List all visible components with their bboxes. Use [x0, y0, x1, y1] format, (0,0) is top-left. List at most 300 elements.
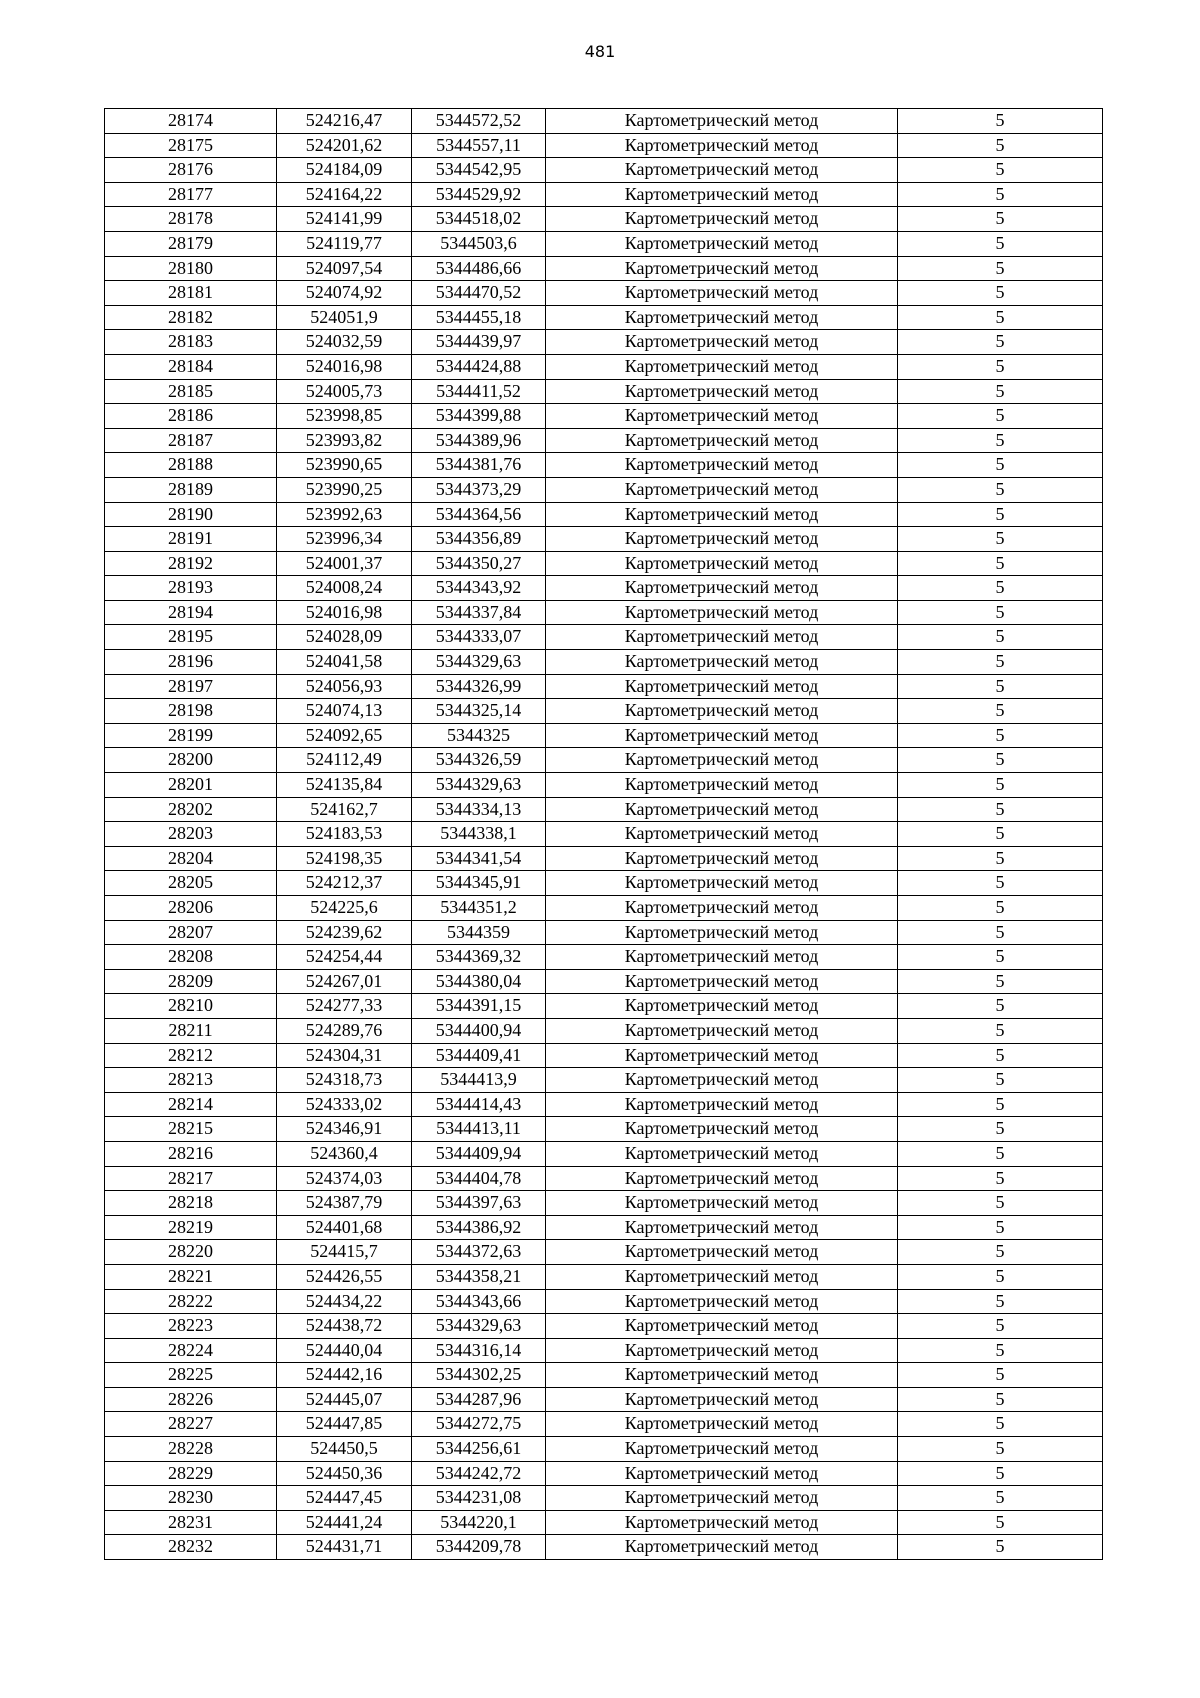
method-cell: Картометрический метод [546, 1068, 898, 1093]
method-cell: Картометрический метод [546, 1018, 898, 1043]
accuracy-cell: 5 [898, 773, 1103, 798]
x-coordinate-cell: 524016,98 [277, 600, 412, 625]
point-number-cell: 28225 [105, 1363, 277, 1388]
point-number-cell: 28219 [105, 1215, 277, 1240]
accuracy-cell: 5 [898, 1117, 1103, 1142]
y-coordinate-cell: 5344326,99 [412, 674, 546, 699]
y-coordinate-cell: 5344380,04 [412, 969, 546, 994]
method-cell: Картометрический метод [546, 1437, 898, 1462]
method-cell: Картометрический метод [546, 182, 898, 207]
point-number-cell: 28228 [105, 1437, 277, 1462]
point-number-cell: 28212 [105, 1043, 277, 1068]
method-cell: Картометрический метод [546, 797, 898, 822]
method-cell: Картометрический метод [546, 625, 898, 650]
y-coordinate-cell: 5344350,27 [412, 551, 546, 576]
method-cell: Картометрический метод [546, 1092, 898, 1117]
accuracy-cell: 5 [898, 1363, 1103, 1388]
method-cell: Картометрический метод [546, 846, 898, 871]
x-coordinate-cell: 524201,62 [277, 133, 412, 158]
x-coordinate-cell: 524041,58 [277, 650, 412, 675]
y-coordinate-cell: 5344386,92 [412, 1215, 546, 1240]
table-row [105, 428, 1103, 453]
y-coordinate-cell: 5344399,88 [412, 404, 546, 429]
x-coordinate-cell: 524198,35 [277, 846, 412, 871]
page-number: 481 [584, 42, 616, 61]
point-number-cell: 28227 [105, 1412, 277, 1437]
x-coordinate-cell: 524415,7 [277, 1240, 412, 1265]
x-coordinate-cell: 524162,7 [277, 797, 412, 822]
x-coordinate-cell: 524225,6 [277, 896, 412, 921]
point-number-cell: 28223 [105, 1314, 277, 1339]
method-cell: Картометрический метод [546, 699, 898, 724]
point-number-cell: 28200 [105, 748, 277, 773]
x-coordinate-cell: 524051,9 [277, 305, 412, 330]
y-coordinate-cell: 5344486,66 [412, 256, 546, 281]
x-coordinate-cell: 524333,02 [277, 1092, 412, 1117]
accuracy-cell: 5 [898, 1412, 1103, 1437]
y-coordinate-cell: 5344455,18 [412, 305, 546, 330]
accuracy-cell: 5 [898, 551, 1103, 576]
y-coordinate-cell: 5344326,59 [412, 748, 546, 773]
x-coordinate-cell: 524447,85 [277, 1412, 412, 1437]
accuracy-cell: 5 [898, 1018, 1103, 1043]
accuracy-cell: 5 [898, 797, 1103, 822]
method-cell: Картометрический метод [546, 994, 898, 1019]
x-coordinate-cell: 524183,53 [277, 822, 412, 847]
accuracy-cell: 5 [898, 1068, 1103, 1093]
table-row [105, 773, 1103, 798]
accuracy-cell: 5 [898, 133, 1103, 158]
method-cell: Картометрический метод [546, 1387, 898, 1412]
point-number-cell: 28220 [105, 1240, 277, 1265]
table-row [105, 1535, 1103, 1560]
accuracy-cell: 5 [898, 945, 1103, 970]
y-coordinate-cell: 5344389,96 [412, 428, 546, 453]
accuracy-cell: 5 [898, 723, 1103, 748]
point-number-cell: 28176 [105, 158, 277, 183]
accuracy-cell: 5 [898, 969, 1103, 994]
y-coordinate-cell: 5344439,97 [412, 330, 546, 355]
table-row [105, 1486, 1103, 1511]
table-row [105, 477, 1103, 502]
accuracy-cell: 5 [898, 748, 1103, 773]
table-row [105, 1437, 1103, 1462]
x-coordinate-cell: 524387,79 [277, 1191, 412, 1216]
accuracy-cell: 5 [898, 207, 1103, 232]
table-row [105, 1240, 1103, 1265]
x-coordinate-cell: 524445,07 [277, 1387, 412, 1412]
method-cell: Картометрический метод [546, 945, 898, 970]
point-number-cell: 28194 [105, 600, 277, 625]
accuracy-cell: 5 [898, 305, 1103, 330]
point-number-cell: 28207 [105, 920, 277, 945]
method-cell: Картометрический метод [546, 527, 898, 552]
y-coordinate-cell: 5344381,76 [412, 453, 546, 478]
table-row [105, 920, 1103, 945]
x-coordinate-cell: 524434,22 [277, 1289, 412, 1314]
table-row [105, 994, 1103, 1019]
table-row [105, 625, 1103, 650]
y-coordinate-cell: 5344572,52 [412, 109, 546, 134]
point-number-cell: 28188 [105, 453, 277, 478]
point-number-cell: 28205 [105, 871, 277, 896]
accuracy-cell: 5 [898, 1510, 1103, 1535]
x-coordinate-cell: 524450,5 [277, 1437, 412, 1462]
x-coordinate-cell: 523990,25 [277, 477, 412, 502]
y-coordinate-cell: 5344334,13 [412, 797, 546, 822]
method-cell: Картометрический метод [546, 1314, 898, 1339]
y-coordinate-cell: 5344518,02 [412, 207, 546, 232]
x-coordinate-cell: 523996,34 [277, 527, 412, 552]
x-coordinate-cell: 524112,49 [277, 748, 412, 773]
point-number-cell: 28184 [105, 354, 277, 379]
method-cell: Картометрический метод [546, 1264, 898, 1289]
point-number-cell: 28204 [105, 846, 277, 871]
accuracy-cell: 5 [898, 1486, 1103, 1511]
method-cell: Картометрический метод [546, 1535, 898, 1560]
method-cell: Картометрический метод [546, 1338, 898, 1363]
accuracy-cell: 5 [898, 1387, 1103, 1412]
y-coordinate-cell: 5344329,63 [412, 773, 546, 798]
point-number-cell: 28198 [105, 699, 277, 724]
y-coordinate-cell: 5344400,94 [412, 1018, 546, 1043]
accuracy-cell: 5 [898, 920, 1103, 945]
y-coordinate-cell: 5344391,15 [412, 994, 546, 1019]
table-row [105, 1510, 1103, 1535]
method-cell: Картометрический метод [546, 1510, 898, 1535]
table-row [105, 699, 1103, 724]
point-number-cell: 28199 [105, 723, 277, 748]
y-coordinate-cell: 5344373,29 [412, 477, 546, 502]
y-coordinate-cell: 5344372,63 [412, 1240, 546, 1265]
x-coordinate-cell: 524440,04 [277, 1338, 412, 1363]
x-coordinate-cell: 524289,76 [277, 1018, 412, 1043]
y-coordinate-cell: 5344424,88 [412, 354, 546, 379]
x-coordinate-cell: 524001,37 [277, 551, 412, 576]
table-row [105, 527, 1103, 552]
accuracy-cell: 5 [898, 1314, 1103, 1339]
accuracy-cell: 5 [898, 354, 1103, 379]
point-number-cell: 28191 [105, 527, 277, 552]
method-cell: Картометрический метод [546, 600, 898, 625]
method-cell: Картометрический метод [546, 1191, 898, 1216]
point-number-cell: 28229 [105, 1461, 277, 1486]
accuracy-cell: 5 [898, 256, 1103, 281]
point-number-cell: 28216 [105, 1141, 277, 1166]
table-row [105, 1117, 1103, 1142]
accuracy-cell: 5 [898, 527, 1103, 552]
point-number-cell: 28182 [105, 305, 277, 330]
point-number-cell: 28202 [105, 797, 277, 822]
accuracy-cell: 5 [898, 822, 1103, 847]
y-coordinate-cell: 5344345,91 [412, 871, 546, 896]
accuracy-cell: 5 [898, 625, 1103, 650]
x-coordinate-cell: 523993,82 [277, 428, 412, 453]
table-row [105, 871, 1103, 896]
method-cell: Картометрический метод [546, 133, 898, 158]
accuracy-cell: 5 [898, 1240, 1103, 1265]
y-coordinate-cell: 5344256,61 [412, 1437, 546, 1462]
method-cell: Картометрический метод [546, 920, 898, 945]
x-coordinate-cell: 524426,55 [277, 1264, 412, 1289]
method-cell: Картометрический метод [546, 1412, 898, 1437]
y-coordinate-cell: 5344414,43 [412, 1092, 546, 1117]
y-coordinate-cell: 5344329,63 [412, 1314, 546, 1339]
x-coordinate-cell: 524267,01 [277, 969, 412, 994]
table-body [105, 109, 1103, 1560]
table-row [105, 182, 1103, 207]
accuracy-cell: 5 [898, 281, 1103, 306]
accuracy-cell: 5 [898, 1338, 1103, 1363]
y-coordinate-cell: 5344333,07 [412, 625, 546, 650]
method-cell: Картометрический метод [546, 773, 898, 798]
x-coordinate-cell: 524141,99 [277, 207, 412, 232]
point-number-cell: 28222 [105, 1289, 277, 1314]
method-cell: Картометрический метод [546, 674, 898, 699]
accuracy-cell: 5 [898, 477, 1103, 502]
method-cell: Картометрический метод [546, 871, 898, 896]
y-coordinate-cell: 5344325,14 [412, 699, 546, 724]
x-coordinate-cell: 524097,54 [277, 256, 412, 281]
y-coordinate-cell: 5344409,41 [412, 1043, 546, 1068]
method-cell: Картометрический метод [546, 379, 898, 404]
y-coordinate-cell: 5344409,94 [412, 1141, 546, 1166]
y-coordinate-cell: 5344329,63 [412, 650, 546, 675]
table-row [105, 502, 1103, 527]
point-number-cell: 28203 [105, 822, 277, 847]
table-row [105, 576, 1103, 601]
accuracy-cell: 5 [898, 650, 1103, 675]
x-coordinate-cell: 524184,09 [277, 158, 412, 183]
accuracy-cell: 5 [898, 1535, 1103, 1560]
table-row [105, 379, 1103, 404]
table-row [105, 969, 1103, 994]
x-coordinate-cell: 524074,13 [277, 699, 412, 724]
x-coordinate-cell: 524008,24 [277, 576, 412, 601]
table-row [105, 1289, 1103, 1314]
table-row [105, 109, 1103, 134]
method-cell: Картометрический метод [546, 158, 898, 183]
x-coordinate-cell: 524441,24 [277, 1510, 412, 1535]
point-number-cell: 28211 [105, 1018, 277, 1043]
accuracy-cell: 5 [898, 674, 1103, 699]
accuracy-cell: 5 [898, 502, 1103, 527]
method-cell: Картометрический метод [546, 231, 898, 256]
x-coordinate-cell: 524254,44 [277, 945, 412, 970]
x-coordinate-cell: 524016,98 [277, 354, 412, 379]
table-row [105, 281, 1103, 306]
point-number-cell: 28192 [105, 551, 277, 576]
x-coordinate-cell: 523998,85 [277, 404, 412, 429]
method-cell: Картометрический метод [546, 354, 898, 379]
x-coordinate-cell: 524360,4 [277, 1141, 412, 1166]
y-coordinate-cell: 5344209,78 [412, 1535, 546, 1560]
y-coordinate-cell: 5344343,92 [412, 576, 546, 601]
method-cell: Картометрический метод [546, 502, 898, 527]
table-row [105, 1338, 1103, 1363]
x-coordinate-cell: 524401,68 [277, 1215, 412, 1240]
x-coordinate-cell: 524216,47 [277, 109, 412, 134]
point-number-cell: 28187 [105, 428, 277, 453]
point-number-cell: 28218 [105, 1191, 277, 1216]
y-coordinate-cell: 5344369,32 [412, 945, 546, 970]
accuracy-cell: 5 [898, 1264, 1103, 1289]
table-row [105, 1461, 1103, 1486]
point-number-cell: 28206 [105, 896, 277, 921]
table-row [105, 797, 1103, 822]
table-row [105, 305, 1103, 330]
accuracy-cell: 5 [898, 1289, 1103, 1314]
table-row [105, 354, 1103, 379]
x-coordinate-cell: 524277,33 [277, 994, 412, 1019]
point-number-cell: 28193 [105, 576, 277, 601]
y-coordinate-cell: 5344302,25 [412, 1363, 546, 1388]
point-number-cell: 28213 [105, 1068, 277, 1093]
table-row [105, 822, 1103, 847]
table-row [105, 256, 1103, 281]
table-row [105, 1314, 1103, 1339]
x-coordinate-cell: 524318,73 [277, 1068, 412, 1093]
x-coordinate-cell: 524005,73 [277, 379, 412, 404]
x-coordinate-cell: 524442,16 [277, 1363, 412, 1388]
method-cell: Картометрический метод [546, 1289, 898, 1314]
method-cell: Картометрический метод [546, 576, 898, 601]
method-cell: Картометрический метод [546, 453, 898, 478]
point-number-cell: 28210 [105, 994, 277, 1019]
accuracy-cell: 5 [898, 1461, 1103, 1486]
table-row [105, 330, 1103, 355]
point-number-cell: 28185 [105, 379, 277, 404]
method-cell: Картометрический метод [546, 723, 898, 748]
point-number-cell: 28226 [105, 1387, 277, 1412]
y-coordinate-cell: 5344337,84 [412, 600, 546, 625]
point-number-cell: 28231 [105, 1510, 277, 1535]
y-coordinate-cell: 5344364,56 [412, 502, 546, 527]
table-row [105, 231, 1103, 256]
accuracy-cell: 5 [898, 896, 1103, 921]
accuracy-cell: 5 [898, 994, 1103, 1019]
accuracy-cell: 5 [898, 871, 1103, 896]
x-coordinate-cell: 524074,92 [277, 281, 412, 306]
table-row [105, 1068, 1103, 1093]
table-row [105, 674, 1103, 699]
table-row [105, 846, 1103, 871]
y-coordinate-cell: 5344356,89 [412, 527, 546, 552]
accuracy-cell: 5 [898, 1043, 1103, 1068]
y-coordinate-cell: 5344341,54 [412, 846, 546, 871]
y-coordinate-cell: 5344470,52 [412, 281, 546, 306]
x-coordinate-cell: 524092,65 [277, 723, 412, 748]
point-number-cell: 28177 [105, 182, 277, 207]
y-coordinate-cell: 5344351,2 [412, 896, 546, 921]
x-coordinate-cell: 524304,31 [277, 1043, 412, 1068]
table-row [105, 1215, 1103, 1240]
x-coordinate-cell: 524212,37 [277, 871, 412, 896]
table-row [105, 945, 1103, 970]
method-cell: Картометрический метод [546, 896, 898, 921]
table-row [105, 723, 1103, 748]
x-coordinate-cell: 524032,59 [277, 330, 412, 355]
point-number-cell: 28175 [105, 133, 277, 158]
accuracy-cell: 5 [898, 1141, 1103, 1166]
table-row [105, 158, 1103, 183]
accuracy-cell: 5 [898, 428, 1103, 453]
method-cell: Картометрический метод [546, 1363, 898, 1388]
point-number-cell: 28195 [105, 625, 277, 650]
y-coordinate-cell: 5344542,95 [412, 158, 546, 183]
y-coordinate-cell: 5344557,11 [412, 133, 546, 158]
point-number-cell: 28189 [105, 477, 277, 502]
method-cell: Картометрический метод [546, 1043, 898, 1068]
point-number-cell: 28190 [105, 502, 277, 527]
point-number-cell: 28183 [105, 330, 277, 355]
method-cell: Картометрический метод [546, 1215, 898, 1240]
accuracy-cell: 5 [898, 846, 1103, 871]
accuracy-cell: 5 [898, 379, 1103, 404]
y-coordinate-cell: 5344343,66 [412, 1289, 546, 1314]
table-row [105, 1264, 1103, 1289]
y-coordinate-cell: 5344325 [412, 723, 546, 748]
method-cell: Картометрический метод [546, 748, 898, 773]
accuracy-cell: 5 [898, 1437, 1103, 1462]
table-row [105, 551, 1103, 576]
point-number-cell: 28179 [105, 231, 277, 256]
accuracy-cell: 5 [898, 182, 1103, 207]
table-row [105, 133, 1103, 158]
accuracy-cell: 5 [898, 158, 1103, 183]
y-coordinate-cell: 5344503,6 [412, 231, 546, 256]
table-row [105, 404, 1103, 429]
table-row [105, 1092, 1103, 1117]
accuracy-cell: 5 [898, 231, 1103, 256]
table-row [105, 1141, 1103, 1166]
point-number-cell: 28217 [105, 1166, 277, 1191]
method-cell: Картометрический метод [546, 551, 898, 576]
point-number-cell: 28181 [105, 281, 277, 306]
x-coordinate-cell: 524028,09 [277, 625, 412, 650]
x-coordinate-cell: 524119,77 [277, 231, 412, 256]
accuracy-cell: 5 [898, 1191, 1103, 1216]
accuracy-cell: 5 [898, 404, 1103, 429]
accuracy-cell: 5 [898, 699, 1103, 724]
method-cell: Картометрический метод [546, 428, 898, 453]
accuracy-cell: 5 [898, 1092, 1103, 1117]
method-cell: Картометрический метод [546, 281, 898, 306]
table-row [105, 1363, 1103, 1388]
accuracy-cell: 5 [898, 330, 1103, 355]
point-number-cell: 28214 [105, 1092, 277, 1117]
point-number-cell: 28196 [105, 650, 277, 675]
x-coordinate-cell: 523990,65 [277, 453, 412, 478]
x-coordinate-cell: 524164,22 [277, 182, 412, 207]
method-cell: Картометрический метод [546, 822, 898, 847]
point-number-cell: 28208 [105, 945, 277, 970]
method-cell: Картометрический метод [546, 207, 898, 232]
point-number-cell: 28224 [105, 1338, 277, 1363]
y-coordinate-cell: 5344231,08 [412, 1486, 546, 1511]
table-row [105, 650, 1103, 675]
table-row [105, 1043, 1103, 1068]
method-cell: Картометрический метод [546, 477, 898, 502]
method-cell: Картометрический метод [546, 1166, 898, 1191]
coordinates-table [104, 108, 1103, 1560]
y-coordinate-cell: 5344397,63 [412, 1191, 546, 1216]
x-coordinate-cell: 524450,36 [277, 1461, 412, 1486]
table-row [105, 1191, 1103, 1216]
point-number-cell: 28232 [105, 1535, 277, 1560]
y-coordinate-cell: 5344529,92 [412, 182, 546, 207]
accuracy-cell: 5 [898, 1166, 1103, 1191]
